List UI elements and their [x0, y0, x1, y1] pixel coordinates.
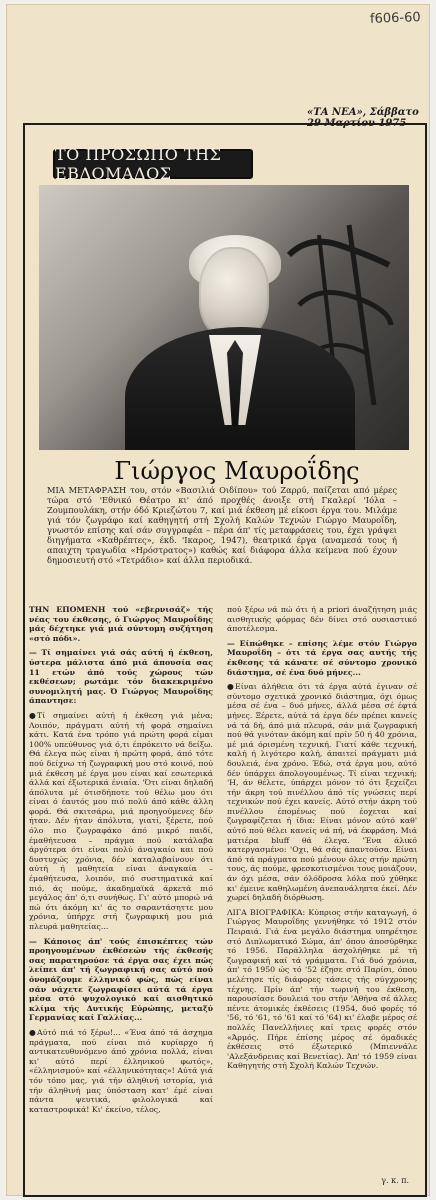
bio-paragraph: ΛΙΓΑ ΒΙΟΓΡΑΦΙΚΑ: Κύπριος στήν καταγωγή, ό Γιώργος Μαυροΐδης γεννήθηκε τό 1912 στόν Πειραιά. Γιά ένα μεγάλο διάστημα υπηρέτησε στό Διπλωματικό Σώμα, άπ' όπου άποσύρθηκε τό 1956. Παράλληλα άσχολήθηκε μέ τή ζωγραφική καί τά γράμματα. Γιά δυό χρόνια, άπ' τό 1950 ώς τό '52 έζησε στό Παρίσι, όπου μελέτησε τίς διάφορες τάσεις τής σύγχρονης τέχνης. Πρίν άπ' τήν τωρινή του έκθεση, παρουσίασε δουλειά του στήν 'Αθήνα σέ άλλες πέντε άτομικές έκθέσεις (1954, δυό φορές τό '56, τό '61, τό '61 καί τό '64) κι' έλαβε μέρος σέ πολλές Πανελλήνιες καί τρεις φορές στόν «Άρμός. Πήρε έπίσης μέρος σέ όμαδικές έκθέσεις στό έξωτερικό (Μπιεννάλε 'Αλεξάνδρειας καί Βενετίας). Άπ' τό 1959 είναι Καθηγητής στή Σχολή Καλών Τεχνών. — [227, 907, 417, 1071]
handwritten-annotation: f606-60 — [370, 10, 422, 27]
right-answer-1 — [227, 682, 417, 903]
left-answer-2 — [29, 1028, 213, 1114]
left-para-1: ΤΗΝ ΕΠΟΜΕΝΗ τού «εβερνισάζ» τής νέας του έκθεσης, ό Γιώργος Μαυροΐδης μάς δέχτηκε γιά μιά σύντομη συζήτηση «στό πόδι». — [29, 605, 213, 643]
newspaper-clipping — [6, 4, 430, 1196]
left-answer-1-text: Τί σημαίνει αύτή ή έκθεση γιά μένα; Λοιπόν, πράγματι αύτή τή φορά σημαίνει κάτι. Κατά ένα τρόπο γιά πρώτη φορά είμαι 100% υπεύθυνος γιά ό,τι έπρόκειτο νά δείξω. Θά έλεγα πώς είναι ή πρώτη φορά, άπό τότε πού δείχνω τή ζωγραφική μου στό κοινό, πού μιά έκθεση μέ έργα μου είναι καί εσωτερικά άλλά καί έξωτερικά ένιαία. 'Ότι είναι δηλαδή άπόλυτα μέ ότισδήποτε τού θέλω μου ότι είναι ό έαυτός μου πιό πολύ άπό κάθε άλλη φορά. Θά σκιτσάρω, μιά προηγούμενες δέν ήταν. Δέν ήταν άπόλυτα, γιατί, ξέρετε, πού όλο πιο ζωγραφάκο άπό μικρό παιδί, έμαθήτευσα – πράγμα πού κατάλαβα άργότερα ότι είναι πολύ άναγκαίο και πού δυστυχώς χρόνια, δέν καταλαβαίνουν ότι αύτή ή μαθητεία είναι άναγκαία – έμαθήτευσα, λοιπόν, πιό συστηματικά καί πιό, άς πούμε, άκαδημαϊκά άρκετά πιό μεγάλος άπ' ό,τι συνήθως. Γι' αύτό μπορώ νά πώ ότι άκόμη κι' άς το σαραντάσηττε μου χρόνια, ύπήρχε στή ζωγραφική μου μιά πλευρά μαθητείας... — [29, 710, 213, 931]
face — [199, 247, 269, 339]
left-question-2: — Κάποιος άπ' τούς έπισκέπτες τών προηγουμένων έκθέσεών τής έκθεσής σας παρατηρούσε τά έργα σας έχει πώς λείπει άπ' τή ζωγραφική σας αύτό πού όνομάζουμε έλληνικό φώς, πώς είναι σάν νάχετε ζωγραφίσει αύτά τά έργα μέσα στό ψυχολογικό καί αισθητικό κλίμα τής Δυτικής Εύρώπης, μεταξύ Γερμανίας καί Γαλλίας... — [29, 936, 213, 1023]
left-answer-2-text: Αύτό πιά τό ξέρω!... «Ένα άπό τά άσχημα πράγματα, πού είναι πιό κυρίαρχο ή αντικατευθυνόμενο άπό χρόνια πολλά, είναι κι' αύτό περί έλληνικού φωτός», «έλληνισμού» καί «έλληνικότητας»! Αύτά γιά τόν τόπο μας, γιά τήν άληθινή ιστορία, γιά τήν άληθινή μας ύπόσταση κατ' έμέ είναι πάντα ψευτικά, φιλολογικά καί καταστροφικά! Κι' έκείνο, τέλος, — [29, 1027, 213, 1114]
section-banner: ΤΟ ΠΡΟΣΩΠΟ ΤΗΣ ΕΒΔΟΜΑΔΟΣ — [53, 149, 253, 179]
intro-text: ΜΙΑ ΜΕΤΑΦΡΑΣΗ του, στόν «Βασιλιά Οιδίπου» τού Ζαρρύ, παίζεται από μέρες τώρα στό 'Εθνικό Θέατρο κι' άπό προχθές άνοιξε στή Γκαλερί 'Ιόλα – Ζουμπουλάκη, στήν όδό Κριεζώτου 7, καί μιά έκθεση μέ είκοσι έργα του. Μιλάμε γιά τόν ζωγράφο καί καθηγητή στή Σχολή Καλών Τεχνών Γιώργο Μαυροΐδη, γνωστόν επίσης καί σάν συγγραφέα – πέρα άπ' τίς μεταφράσεις του, έχει γράψει διηγήματα «Καθρέπτες», έκδ. 'Ικαρος, 1947), θεατρικά έργα (αναμεσά τους ή απαιχτη τραγωδία «Ηρόστρατος») καθώς καί διάφορα άλλα κείμενα πού έχουν δημοσιευτή στό «Τετράδιο» καί άλλα περιοδικά. — [47, 485, 397, 565]
bullet-icon: ● — [29, 1027, 36, 1037]
right-question-1: — Είπώθηκε – επίσης λέμε στόν Γιώργο Μαυροΐδη – ότι τά έργα σας αυτής τής έκθεσης τά κάνατε σέ σύντομο χρονικό διάστημα, σέ ένα δυό μήνες... — [227, 638, 417, 677]
person-name: Γιώργος Μαυροΐδης — [114, 457, 360, 485]
masthead: «ΤΑ ΝΕΑ», Σάββατο 29 Μαρτίου 1975 — [307, 107, 419, 129]
right-answer-1-text: Είναι άλήθεια ότι τά έργα αύτά έγιναν σέ σύντομο σχετικά χρονικό διάστημα, όχι όμως μέσα σέ ένα – δυό μήνες, άλλά μέσα σέ έφτά μήνες. Ξέρετε, αύτά τά έργα δέν πρέπει κανείς νά τά δή, άπό μιά πλευρά, σάν μιά ζωγραφική πού θά γινόταν άκόμη καί πρίν 50 ή 40 χρόνια, μέ μιά όρισμένη τεχνική. Γιατί κάθε τεχνική, καλή ή λιγότερο καλή, άπαιτεί πράγματι μιά δουλειά, ένα χρόνο. Έδώ, στά έργα μου, αύτό δέν ύπάρχει άπολογουμένως. Τί είναι τεχνική; 'Η, άν θέλετε, ύπάρχει μόνον τό ότι ξεχείζει τήν άκρη τού πινέλλου άπό τίς γνώσεις περί τεχνικών πού έχει κανείς. Αύτό στήν άκρη τού πινέλλου έπομένως πού έοχεται καί ζωγραφίζεται ή ίδια: Είναι μόνον αύτό καθ' αύτό πού θέλει κανείς νά πή, νά έκφράση. Μιά ματιέρα bluff θά έλεγα. 'Ένα άλικό κατεργασμένο: 'Οχι, θά σάς άπαντούσα. Είναι άπό τά πράγματα πού μένουν όλες στήν πρώτη τους, άς πούμε, φρεσκοτισμένοι τους μοιάζουν, άν όχι μέσα, σάν όλόδροσα λόλα πού χύθηκε κι' έμεινε καθηλωμένη άνεπανάληπτα έκεί. Δέν χωρεί δηλαδή διόρθωση. — [227, 682, 417, 903]
intro-paragraph — [47, 485, 397, 565]
left-column — [29, 605, 213, 1119]
bullet-icon: ● — [227, 682, 234, 692]
signature: γ. κ. π. — [381, 1176, 409, 1185]
right-para-1: πού ξέρω νά πώ ότι ή a priori άναζήτηση μιάς αισθητικής φόρμας δέν δίνει στό ουσιαστικό άποτέλεσμα. — [227, 605, 417, 634]
bullet-icon: ● — [29, 710, 36, 720]
left-question-1: — Τί σημαίνει γιά σάς αύτή ή έκθεση, ύστερα μάλιστα άπό μιά άπουσία σας 11 ετών άπό τούς χώρους τών εκθέσεων; ρωτάμε τόν διακεκριμένο συνομιλητή μας. Ό Γιώργος Μαυροΐδης άπαντησε: — [29, 648, 213, 706]
right-column — [227, 605, 417, 1076]
portrait-photo — [39, 185, 409, 450]
left-answer-1 — [29, 711, 213, 932]
